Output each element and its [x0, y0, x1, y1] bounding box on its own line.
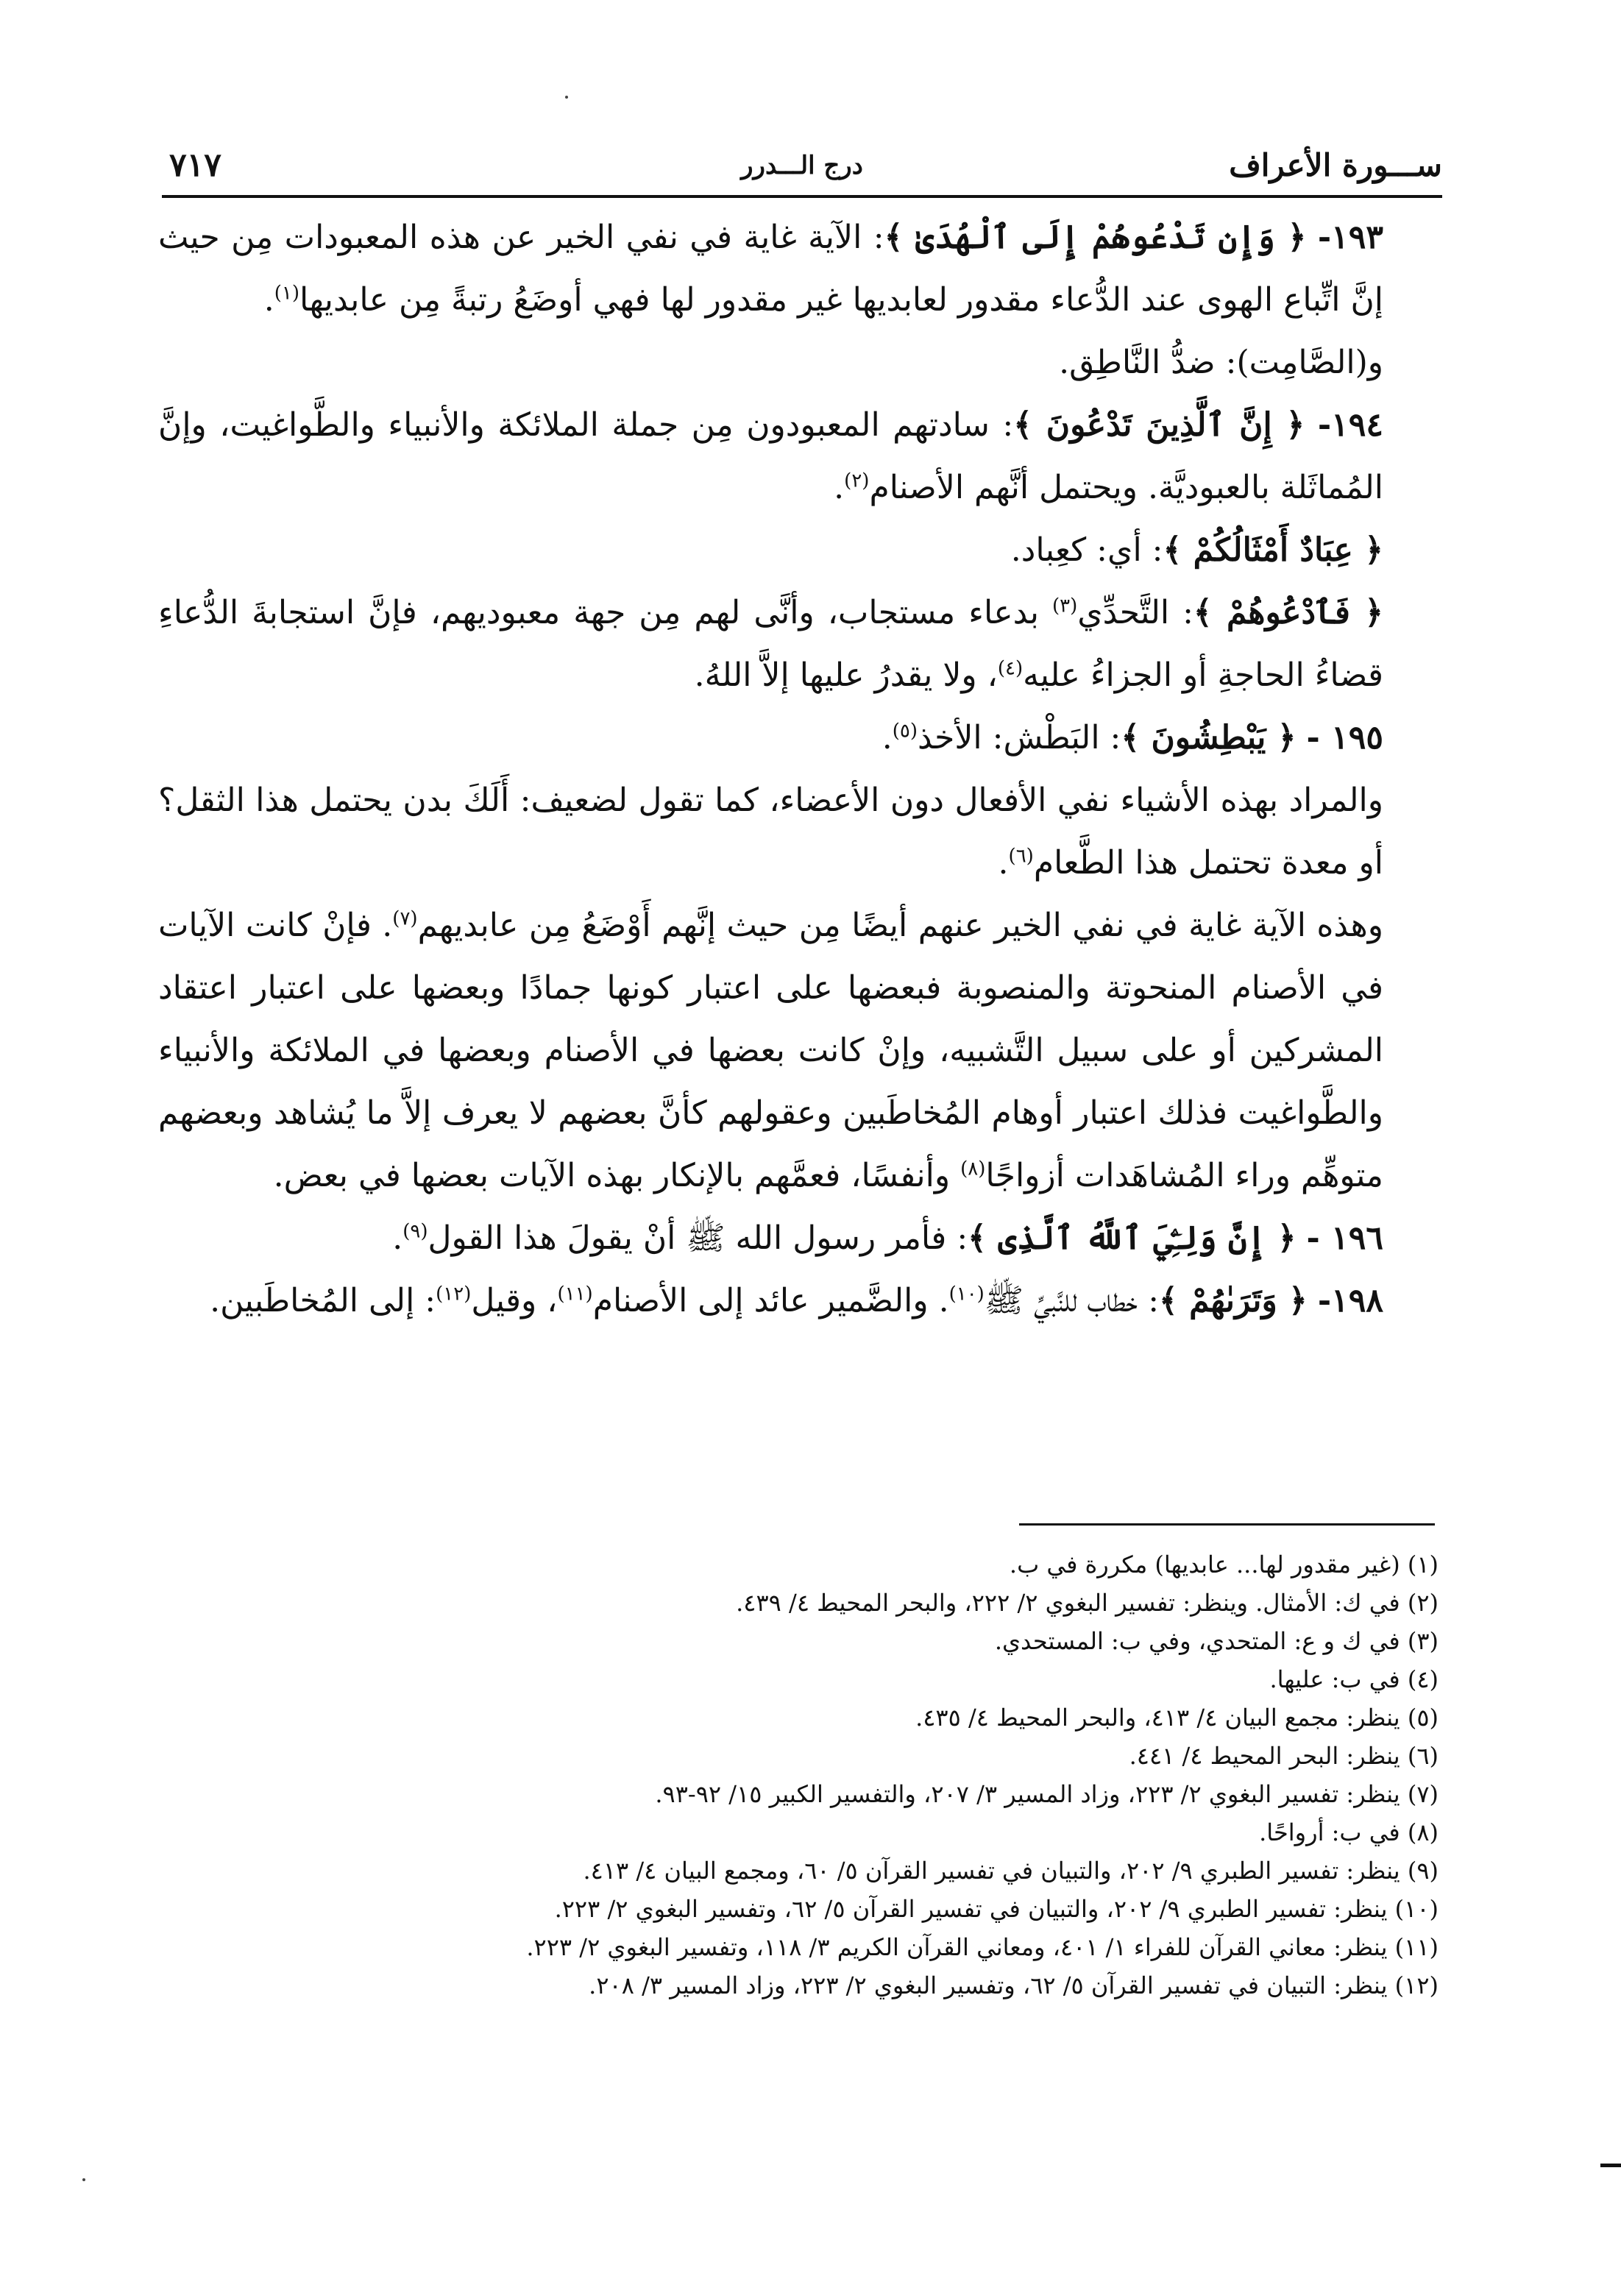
footnote: (١١) ينظر: معاني القرآن للفراء ١/ ٤٠١، ومعاني القرآن الكريم ٣/ ١١٨، وتفسير البغوي ٢/ ٢٢٣.: [526, 1933, 1439, 1961]
footnote-ref: (١٢): [436, 1283, 472, 1305]
footnote-ref: (٧): [392, 907, 418, 930]
commentary: ، وقيل: [471, 1282, 558, 1319]
paragraph-196: [158, 1207, 1442, 1269]
paragraph-193: [158, 206, 1442, 331]
quran-quote: ﴿ إِنَّ وَلِـِّۧيَ ٱللَّهُ ٱلَّذِى ﴾: [968, 1219, 1297, 1257]
verse-number: ١٩٣-: [1317, 219, 1383, 256]
commentary: وأنفسًا، فعمَّهم بالإنكار بهذه الآيات بعضها في بعض.: [273, 1157, 961, 1194]
commentary: والمراد بهذه الأشياء نفي الأفعال دون الأعضاء، كما تقول لضعيف: أَلَكَ بدن يحتمل هذا الثقل؟ أو معدة تحتمل هذا الطَّعام: [158, 782, 1383, 882]
sentence-end: .: [392, 1219, 403, 1257]
paragraph-194: [158, 394, 1442, 519]
quran-quote: ﴿ وَإِن تَدْعُوهُمْ إِلَى ٱلْهُدَىٰ ﴾: [884, 219, 1307, 256]
paragraph-meaning: [158, 769, 1442, 894]
commentary: وهذه الآية غاية في نفي الخير عنهم أيضًا مِن حيث إنَّهم أَوْضَعُ مِن عابديهم: [417, 907, 1383, 944]
sentence-end: .: [882, 719, 893, 757]
footnote-ref: (٢): [844, 470, 870, 492]
quran-quote: ﴿ يَبْطِشُونَ ﴾: [1121, 719, 1297, 757]
commentary: : التَّحدِّي: [1077, 594, 1193, 631]
edge-mark: [1600, 2164, 1621, 2167]
paragraph-195: [158, 706, 1442, 769]
book-title: درج الـــدرر: [741, 151, 863, 180]
quran-quote: ﴿ وَتَرَىٰهُمْ ﴾: [1159, 1282, 1308, 1319]
footnote-ref: (١١): [557, 1283, 593, 1305]
paragraph-ibad: [158, 519, 1442, 581]
footnote-ref: (٦): [1008, 845, 1034, 868]
quran-quote: ﴿ عِبَادٌ أَمْثَالُكُمْ ﴾: [1163, 531, 1383, 569]
commentary: : البَطْش: الأخذ: [918, 719, 1121, 757]
paragraph-samit: و(الصَّامِت): ضدُّ النَّاطِق.: [1059, 344, 1383, 381]
paragraph-198: [158, 1269, 1442, 1332]
verse-number: ١٩٤-: [1317, 406, 1383, 444]
verse-number: ١٩٦ -: [1306, 1219, 1383, 1257]
footnotes: [158, 1545, 1439, 2005]
main-text: [158, 206, 1442, 1332]
surah-title: ســـورة الأعراف: [1229, 147, 1442, 183]
quran-quote: ﴿ فَٱدْعُوهُمْ ﴾: [1193, 594, 1384, 631]
footnote: (١٠) ينظر: تفسير الطبري ٩/ ٢٠٢، والتبيان في تفسير القرآن ٥/ ٦٢، وتفسير البغوي ٢/ ٢٢٣.: [554, 1895, 1439, 1923]
commentary: : خطاب للنَّبيِّ ﷺ: [984, 1282, 1160, 1319]
paragraph-fadouhum: [158, 581, 1442, 706]
footnote-separator: [1019, 1523, 1435, 1526]
footnote: (٤) في ب: عليها.: [1269, 1665, 1439, 1693]
footnote: (٥) ينظر: مجمع البيان ٤/ ٤١٣، والبحر المحيط ٤/ ٤٣٥.: [915, 1704, 1439, 1732]
footnote-ref: (٣): [1051, 595, 1078, 617]
running-header: [162, 144, 1442, 198]
verse-number: ١٩٥ -: [1306, 719, 1383, 757]
scan-speck: [82, 2178, 85, 2181]
commentary: : أي: كعِباد.: [1010, 531, 1163, 569]
page-number: ٧١٧: [169, 146, 221, 184]
footnote: (٩) ينظر: تفسير الطبري ٩/ ٢٠٢، والتبيان في تفسير القرآن ٥/ ٦٠، ومجمع البيان ٤/ ٤١٣.: [583, 1857, 1439, 1885]
sentence-end: .: [263, 281, 274, 319]
verse-number: ١٩٨-: [1317, 1282, 1383, 1319]
footnote-ref: (٤): [997, 657, 1024, 680]
footnote: (٧) ينظر: تفسير البغوي ٢/ ٢٢٣، وزاد المسير ٣/ ٢٠٧، والتفسير الكبير ١٥/ ٩٢-٩٣.: [655, 1780, 1439, 1808]
commentary: : إلى المُخاطَبين.: [210, 1282, 436, 1319]
commentary: : فأمر رسول الله ﷺ أنْ يقولَ هذا القول: [428, 1219, 968, 1257]
footnote-ref: (١٠): [948, 1283, 985, 1305]
commentary: : سادتهم المعبودون مِن جملة الملائكة والأنبياء والطَّواغيت، وإنَّ المُماثَلة بالعبوديَّة. ويحتمل أنَّهم الأصنام: [158, 406, 1383, 506]
sentence-end: .: [998, 844, 1009, 882]
footnote: (٨) في ب: أرواحًا.: [1259, 1818, 1439, 1846]
footnote: (١) (غير مقدور لها... عابديها) مكررة في ب.: [1009, 1551, 1439, 1578]
commentary: : الآية غاية في نفي الخير عن هذه المعبودات مِن حيث إنَّ اتِّباع الهوى عند الدُّعاء مقدور لعابديها غير مقدور لها فهي أوضَعُ رتبةً مِن عابديها: [158, 219, 1383, 319]
scan-speck: [565, 96, 568, 99]
commentary: بدعاء مستجاب، وأنَّى لهم مِن جهة معبوديهم، فإنَّ استجابةَ الدُّعاءِ قضاءُ الحاجةِ أو الجزاءُ عليه: [158, 594, 1383, 694]
footnote: (٦) ينظر: البحر المحيط ٤/ ٤٤١.: [1129, 1742, 1439, 1770]
footnote: (١٢) ينظر: التبيان في تفسير القرآن ٥/ ٦٢، وتفسير البغوي ٢/ ٢٢٣، وزاد المسير ٣/ ٢٠٨.: [589, 1971, 1439, 1999]
footnote-ref: (١): [274, 282, 300, 305]
footnote-ref: (٥): [892, 720, 918, 743]
commentary: ، ولا يقدرُ عليها إلاَّ اللهُ.: [694, 656, 998, 694]
quran-quote: ﴿ إِنَّ ٱلَّذِينَ تَدْعُونَ ﴾: [1013, 406, 1305, 444]
paragraph-explanation: [158, 894, 1442, 1207]
footnote-ref: (٩): [402, 1220, 428, 1243]
footnote: (٣) في ك و ع: المتحدي، وفي ب: المستحدي.: [994, 1627, 1439, 1655]
footnote: (٢) في ك: الأمثال. وينظر: تفسير البغوي ٢/ ٢٢٢، والبحر المحيط ٤/ ٤٣٩.: [736, 1589, 1439, 1617]
commentary: . فإنْ كانت الآيات في الأصنام المنحوتة والمنصوبة فبعضها على اعتبار كونها جمادًا وبعضها على اعتبار اعتقاد المشركين أو على سبيل التَّشبيه، وإنْ كانت بعضها في الأصنام وبعضها في الملائكة والأنبياء والطَّواغيت فذلك اعتبار أوهام المُخاطَبين وعقولهم كأنَّ بعضهم لا يعرف إلاَّ ما يُشاهد وبعضهم متوهِّم وراء المُشاهَدات أزواجًا: [158, 907, 1383, 1194]
sentence-end: .: [834, 469, 845, 506]
commentary: . والضَّمير عائد إلى الأصنام: [592, 1282, 949, 1319]
footnote-ref: (٨): [960, 1158, 986, 1180]
